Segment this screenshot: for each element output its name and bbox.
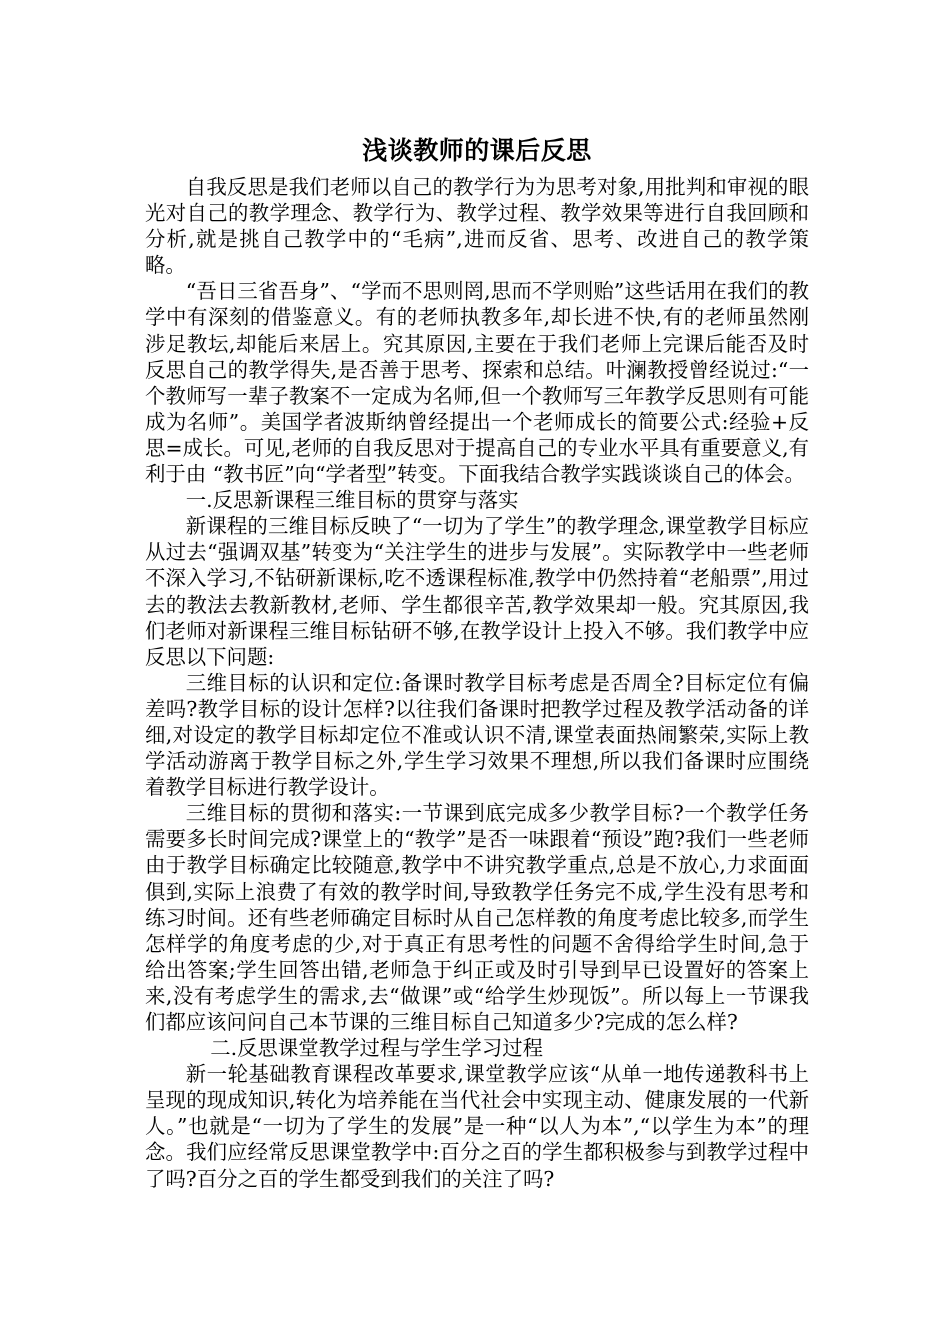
paragraph-intro: 自我反思是我们老师以自己的教学行为为思考对象,用批判和审视的眼光对自己的教学理念、教学行为、教学过程、教学效果等进行自我回顾和分析,就是挑自己教学中的“毛病”,进而反省、思考、改进自己的教学策略。 [145,175,809,278]
document-title: 浅谈教师的课后反思 [362,136,592,165]
paragraph-goal-implementation: 三维目标的贯彻和落实:一节课到底完成多少教学目标?一个教学任务需要多长时间完成?课堂上的“教学”是否一味跟着“预设”跑?我们一些老师由于教学目标确定比较随意,教学中不讲究教学重点,总是不放心,力求面面俱到,实际上浪费了有效的教学时间,导致教学任务完不成,学生没有思考和练习时间。还有些老师确定目标时从自己怎样教的角度考虑比较多,而学生怎样学的角度考虑的少,对于真正有思考性的问题不舍得给学生时间,急于给出答案;学生回答出错,老师急于纠正或及时引导到早已设置好的答案上来,没有考虑学生的需求,去“做课”或“给学生炒现饭”。所以每上一节课我们都应该问问自己本节课的三维目标自己知道多少?完成的怎么样? [145,801,809,1034]
paragraph-three-dimension-goals: 新课程的三维目标反映了“一切为了学生”的教学理念,课堂教学目标应从过去“强调双基”转变为“关注学生的进步与发展”。实际教学中一些老师不深入学习,不钻研新课标,吃不透课程标准,教学中仍然持着“老船票”,用过去的教法去教新教材,老师、学生都很辛苦,教学效果却一般。究其原因,我们老师对新课程三维目标钻研不够,在教学设计上投入不够。我们教学中应反思以下问题: [145,514,809,669]
section-heading-1: 一.反思新课程三维目标的贯穿与落实 [185,488,519,513]
paragraph-goal-positioning: 三维目标的认识和定位:备课时教学目标考虑是否周全?目标定位有偏差吗?教学目标的设计怎样?以往我们备课时把教学过程及教学活动备的详细,对设定的教学目标却定位不准或认识不清,课堂表面热闹繁荣,实际上教学活动游离于教学目标之外,学生学习效果不理想,所以我们备课时应围绕着教学目标进行教学设计。 [145,670,809,800]
paragraph-reflection-importance: “吾日三省吾身”、“学而不思则罔,思而不学则贻”这些话用在我们的教学中有深刻的借鉴意义。有的老师执教多年,却长进不快,有的老师虽然刚涉足教坛,却能后来居上。究其原因,主要在于我们老师上完课后能否及时反思自己的教学得失,是否善于思考、探索和总结。叶澜教授曾经说过:“一个教师写一辈子教案不一定成为名师,但一个教师写三年教学反思则有可能成为名师”。美国学者波斯纳曾经提出一个老师成长的简要公式:经验+反思=成长。可见,老师的自我反思对于提高自己的专业水平具有重要意义,有利于由 “教书匠”向“学者型”转变。下面我结合教学实践谈谈自己的体会。 [145,279,809,487]
section-heading-2: 二.反思课堂教学过程与学生学习过程 [210,1036,543,1061]
paragraph-curriculum-reform: 新一轮基础教育课程改革要求,课堂教学应该“从单一地传递教科书上呈现的现成知识,转化为培养能在当代社会中实现主动、健康发展的一代新人。”也就是“一切为了学生的发展”是一种“以人为本”,“以学生为本”的理念。我们应经常反思课堂教学中:百分之百的学生都积极参与到教学过程中了吗?百分之百的学生都受到我们的关注了吗? [145,1062,809,1191]
document-page [145,128,809,1192]
